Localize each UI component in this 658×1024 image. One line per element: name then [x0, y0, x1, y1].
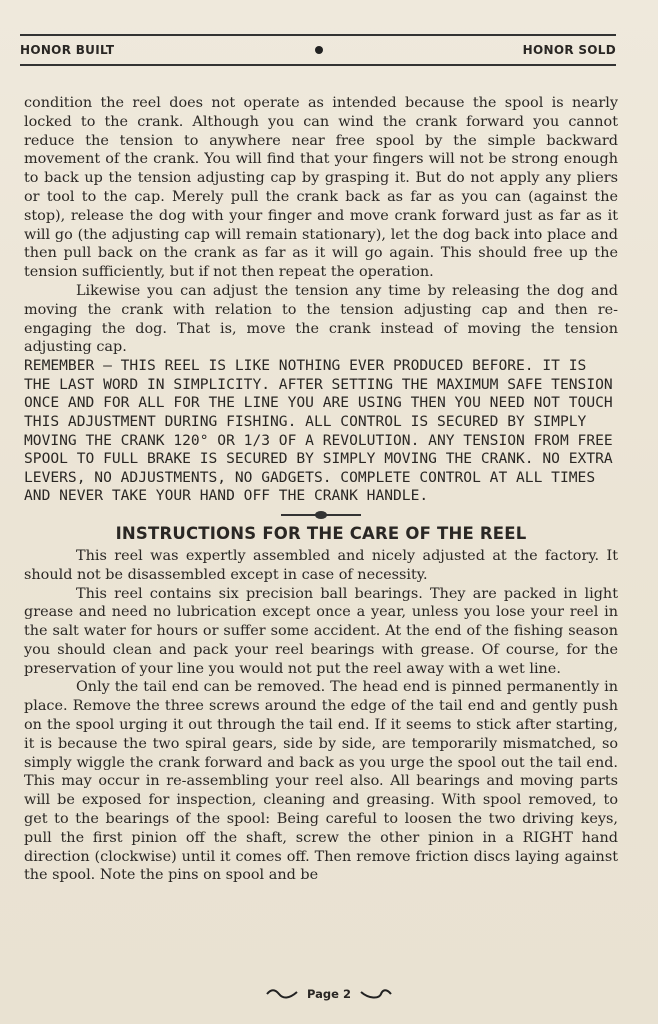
body-paragraph: This reel contains six precision ball bearings. They are packed in light grease and need no lubrication except once a year, unless you lose your reel in the salt water for hours or suffer some accident. At the end of the fishing season you should clean and pack your reel bearings with grease. Of course, for the preservation of your line you would not put the reel away with a wet line. [24, 585, 618, 677]
remember-notice: REMEMBER – THIS REEL IS LIKE NOTHING EVER PRODUCED BEFORE. IT IS THE LAST WORD IN SIMPLICITY. AFTER SETTING THE MAXIMUM SAFE TENSION ONCE AND FOR ALL FOR THE LINE YOU ARE USING THEN YOU NEED NOT TOUCH THIS ADJUSTMENT DURING FISHING. ALL CONTROL IS SECURED BY SIMPLY MOVING THE CRANK 120° OR 1/3 OF A REVOLUTION. ANY TENSION FROM FREE SPOOL TO FULL BRAKE IS SECURED BY SIMPLY MOVING THE CRANK. NO EXTRA LEVERS, NO ADJUSTMENTS, NO GADGETS. COMPLETE CONTROL AT ALL TIMES AND NEVER TAKE YOUR HAND OFF THE CRANK HANDLE. [24, 357, 613, 505]
page-footer [0, 984, 658, 1004]
body-paragraph: Likewise you can adjust the tension any time by releasing the dog and moving the crank with relation to the tension adjusting cap and then re-engaging the dog. That is, move the crank instead of moving the tension adjusting cap. [24, 282, 618, 356]
section-divider-ornament [281, 514, 361, 516]
page-number: Page 2 [307, 987, 351, 1001]
header-left-text: HONOR BUILT [20, 43, 115, 57]
section-title: INSTRUCTIONS FOR THE CARE OF THE REEL [115, 523, 527, 543]
body-paragraph: condition the reel does not operate as intended because the spool is nearly locked to the crank. Although you can wind the crank forward you cannot reduce the tension to anywhere near free spool by the simple backward movement of the crank. You will find that your fingers will not be strong enough to back up the tension adjusting cap by grasping it. But do not apply any pliers or tool to the cap. Merely pull the crank back as far as you can (against the stop), release the dog with your finger and move crank forward just as far as it will go (the adjusting cap will remain stationary), let the dog back into place and then pull back on the crank as far as it will go again. This should free up the tension sufficiently, but if not then repeat the operation. [24, 95, 618, 281]
page-body [24, 94, 618, 885]
left-flourish-icon [265, 988, 299, 1000]
body-paragraph: This reel was expertly assembled and nicely adjusted at the factory. It should not be disassembled except in case of necessity. [24, 547, 618, 583]
header-right-text: HONOR SOLD [522, 43, 616, 57]
header-bullet-icon [315, 46, 323, 54]
page-header [20, 34, 616, 66]
right-flourish-icon [359, 988, 393, 1000]
body-paragraph: Only the tail end can be removed. The head end is pinned permanently in place. Remove the three screws around the edge of the tail end and gently push on the spool urging it out through the tail end. If it seems to stick after starting, it is because the two spiral gears, side by side, are temporarily mismatched, so simply wiggle the crank forward and back as you urge the spool out the tail end. This may occur in re-assembling your reel also. All bearings and moving parts will be exposed for inspection, cleaning and greasing. With spool removed, to get to the bearings of the spool: Being careful to loosen the two driving keys, pull the first pinion off the shaft, screw the other pinion in a RIGHT hand direction (clockwise) until it comes off. Then remove friction discs laying against the spool. Note the pins on spool and be [24, 679, 618, 884]
